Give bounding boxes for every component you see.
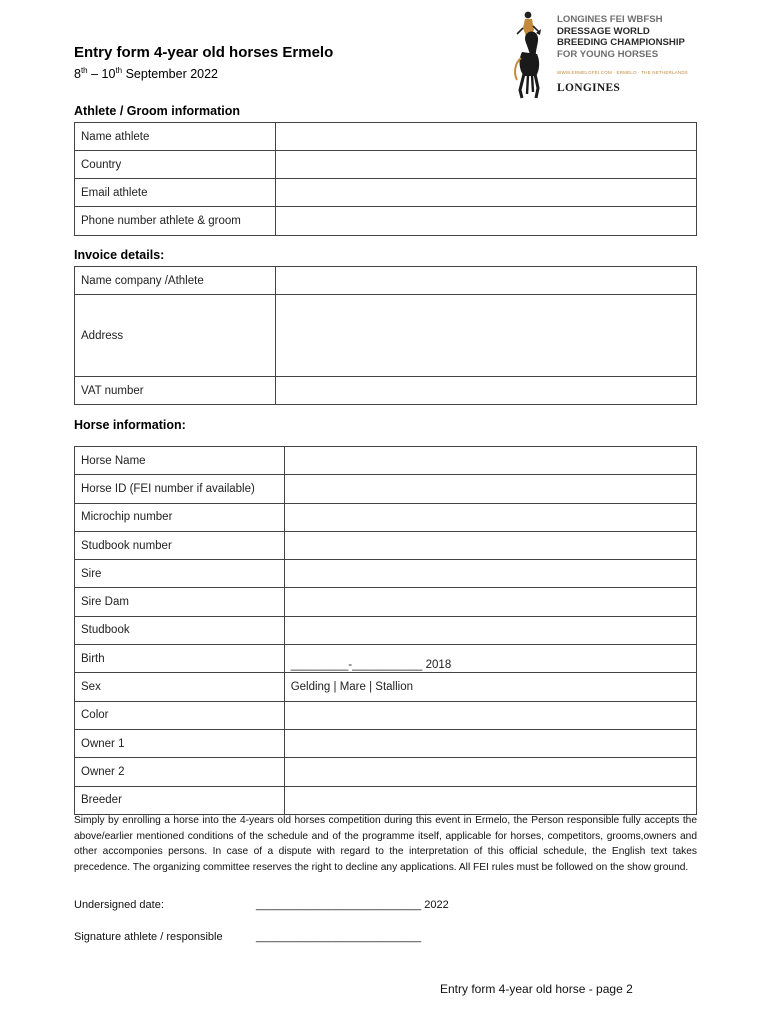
signature-field[interactable]: ___________________________ (256, 931, 422, 943)
horse-row (75, 786, 697, 814)
date-end-day: – 10 (87, 67, 116, 82)
field-value[interactable] (275, 295, 696, 377)
field-label: Name company /Athlete (75, 267, 276, 295)
horse-row (75, 447, 697, 475)
field-value[interactable] (284, 447, 696, 475)
logo-line-3: BREEDING CHAMPIONSHIP (557, 37, 685, 48)
date-month-year: September 2022 (122, 67, 219, 82)
logo-title (557, 14, 709, 60)
field-label: Birth (75, 645, 285, 673)
field-label: Microchip number (75, 503, 285, 531)
field-label: Owner 2 (75, 758, 285, 786)
invoice-row (75, 377, 697, 405)
horse-row (75, 673, 697, 701)
field-value[interactable] (275, 267, 696, 295)
horse-row (75, 560, 697, 588)
field-value[interactable] (275, 377, 696, 405)
field-value[interactable] (284, 531, 696, 559)
athlete-row (75, 179, 697, 207)
event-dates (74, 66, 218, 81)
field-label: Name athlete (75, 123, 276, 151)
field-value[interactable] (284, 560, 696, 588)
signature-label: Signature athlete / responsible (74, 931, 223, 943)
horse-section-title: Horse information: (74, 418, 186, 432)
invoice-row (75, 295, 697, 377)
logo-line-2: DRESSAGE WORLD (557, 25, 650, 37)
disclaimer-text: Simply by enrolling a horse into the 4-years old horses competition during this event in Ermelo, the Person responsible fully accepts the above/earlier mentioned conditions of the schedule and of the programme itself, applicable for horses, competitors, grooms,owners and other accomponies persons. In case of a dispute with regard to the interpretation of this official schedule, the English text takes precedence. The organizing committee reserves the right to decline any applications. All FEI rules must be followed on the show ground. (74, 815, 697, 873)
invoice-section-title: Invoice details: (74, 248, 165, 262)
invoice-table (74, 266, 697, 405)
horse-row (75, 503, 697, 531)
field-value[interactable] (275, 207, 696, 236)
logo-line-1: LONGINES FEI WBFSH (557, 14, 663, 25)
field-value[interactable] (284, 786, 696, 814)
horse-table (74, 446, 697, 815)
horse-rider-icon (508, 8, 552, 102)
field-label: VAT number (75, 377, 276, 405)
field-value[interactable] (284, 503, 696, 531)
field-label: Color (75, 701, 285, 729)
athlete-table (74, 122, 697, 236)
logo-brand: LONGINES (557, 82, 621, 94)
field-label: Phone number athlete & groom (75, 207, 276, 236)
field-value[interactable] (275, 123, 696, 151)
date-end-suffix: th (115, 66, 123, 75)
field-value[interactable]: _________-___________ 2018 (284, 645, 696, 673)
field-label: Horse Name (75, 447, 285, 475)
field-value[interactable] (284, 475, 696, 503)
athlete-row (75, 123, 697, 151)
date-start-day: 8 (74, 67, 81, 82)
logo-url: WWW.ERMELOFEI.COM · ERMELO · THE NETHERLANDS (557, 70, 688, 75)
field-value[interactable] (275, 179, 696, 207)
field-label: Owner 1 (75, 729, 285, 757)
athlete-row (75, 207, 697, 236)
field-label: Breeder (75, 786, 285, 814)
field-label: Country (75, 151, 276, 179)
field-label: Studbook number (75, 531, 285, 559)
page-footer: Entry form 4-year old horse - page 2 (440, 982, 633, 996)
athlete-section-title: Athlete / Groom information (74, 104, 240, 118)
field-value[interactable] (275, 151, 696, 179)
field-label: Sire Dam (75, 588, 285, 616)
field-value[interactable] (284, 701, 696, 729)
invoice-row (75, 267, 697, 295)
horse-row (75, 616, 697, 644)
athlete-row (75, 151, 697, 179)
undersigned-date-field[interactable]: ___________________________ 2022 (256, 899, 449, 911)
horse-row (75, 701, 697, 729)
horse-row (75, 645, 697, 673)
field-label: Sex (75, 673, 285, 701)
field-label: Email athlete (75, 179, 276, 207)
date-start-suffix: th (80, 66, 88, 75)
horse-row (75, 729, 697, 757)
undersigned-date-label: Undersigned date: (74, 899, 164, 911)
field-label: Address (75, 295, 276, 377)
horse-row (75, 475, 697, 503)
field-value[interactable]: Gelding | Mare | Stallion (284, 673, 696, 701)
field-value[interactable] (284, 616, 696, 644)
field-label: Studbook (75, 616, 285, 644)
logo-line-4: FOR YOUNG HORSES (557, 48, 659, 60)
field-value[interactable] (284, 588, 696, 616)
field-label: Horse ID (FEI number if available) (75, 475, 285, 503)
horse-row (75, 758, 697, 786)
page-title: Entry form 4-year old horses Ermelo (74, 44, 334, 61)
championship-logo (508, 8, 708, 102)
horse-row (75, 531, 697, 559)
field-label: Sire (75, 560, 285, 588)
horse-row (75, 588, 697, 616)
field-value[interactable] (284, 729, 696, 757)
field-value[interactable] (284, 758, 696, 786)
